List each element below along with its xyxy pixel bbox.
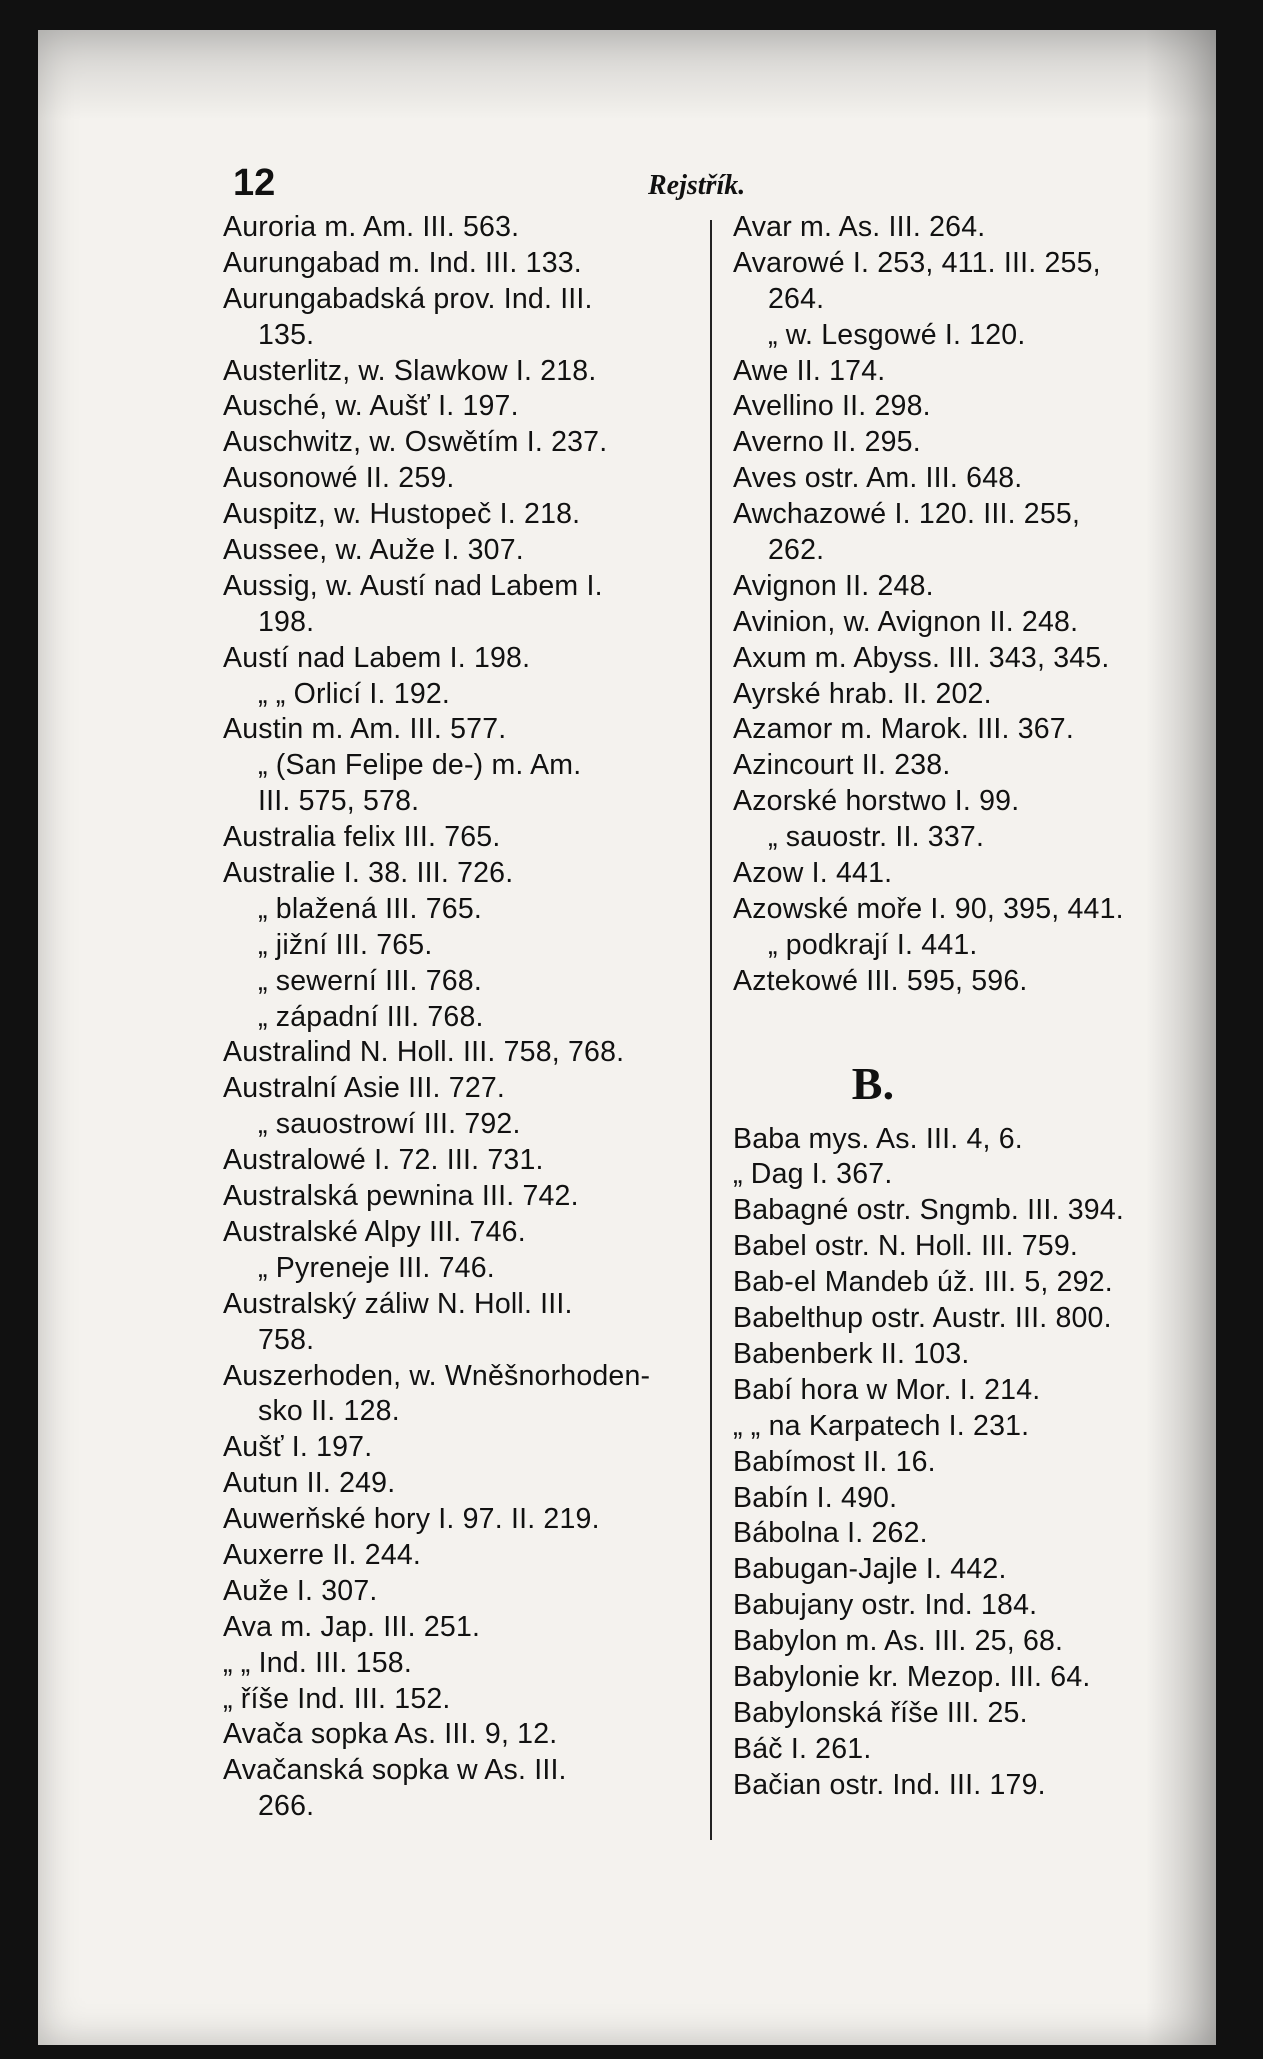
index-entry: „ Pyreneje III. 746. xyxy=(258,1251,495,1284)
index-entry: 135. xyxy=(258,318,315,351)
index-entry: Australní Asie III. 727. xyxy=(223,1072,506,1105)
index-entry: Babylonská říše III. 25. xyxy=(733,1696,1028,1729)
index-entry: 266. xyxy=(258,1790,315,1823)
index-entry: Babylon m. As. III. 25, 68. xyxy=(733,1625,1064,1658)
index-entry: Aves ostr. Am. III. 648. xyxy=(733,462,1023,495)
page-header xyxy=(38,130,1216,204)
index-entry: „ „ Orlicí I. 192. xyxy=(258,677,451,710)
index-entry: Azowské moře I. 90, 395, 441. xyxy=(733,892,1124,925)
index-entry: Avačanská sopka w As. III. xyxy=(223,1754,567,1787)
index-entry: „ Dag I. 367. xyxy=(733,1158,893,1191)
index-entry: Babugan-Jajle I. 442. xyxy=(733,1553,1007,1586)
index-entry: Avinion, w. Avignon II. 248. xyxy=(733,605,1079,638)
index-entry: 198. xyxy=(258,605,315,638)
index-entry: Babímost II. 16. xyxy=(733,1445,936,1478)
index-entry: Austí nad Labem I. 198. xyxy=(223,641,531,674)
index-entry: „ sauostr. II. 337. xyxy=(768,821,985,854)
index-entry: Austerlitz, w. Slawkow I. 218. xyxy=(223,354,597,387)
index-entry: Babí hora w Mor. I. 214. xyxy=(733,1373,1041,1406)
index-entry: Auxerre II. 244. xyxy=(223,1538,422,1571)
section-heading-b: B. xyxy=(851,1057,895,1109)
index-column-left xyxy=(223,210,743,1825)
book-page xyxy=(38,30,1216,2045)
index-entry: „ blažená III. 765. xyxy=(258,892,483,925)
index-entry: Bab-el Mandeb úž. III. 5, 292. xyxy=(733,1266,1113,1299)
column-divider xyxy=(710,220,712,1840)
index-entry: Austin m. Am. III. 577. xyxy=(223,713,507,746)
index-entry: Australia felix III. 765. xyxy=(223,821,501,854)
index-entry: 758. xyxy=(258,1323,315,1356)
index-entry: Azorské horstwo I. 99. xyxy=(733,785,1020,818)
index-entry: Auspitz, w. Hustopeč I. 218. xyxy=(223,498,581,531)
index-entry: Averno II. 295. xyxy=(733,426,921,459)
index-entry: sko II. 128. xyxy=(258,1395,400,1428)
index-entry: „ „ Ind. III. 158. xyxy=(223,1646,412,1679)
index-entry: Aussig, w. Austí nad Labem I. xyxy=(223,569,603,602)
index-entry: Babujany ostr. Ind. 184. xyxy=(733,1589,1038,1622)
index-entry: Avača sopka As. III. 9, 12. xyxy=(223,1718,558,1751)
index-entry: 264. xyxy=(768,282,825,315)
index-entry: Auže I. 307. xyxy=(223,1574,378,1607)
index-column-right xyxy=(733,210,1213,1804)
index-entry: Azow I. 441. xyxy=(733,857,893,890)
index-entry: Ava m. Jap. III. 251. xyxy=(223,1610,481,1643)
index-entry: Bábolna I. 262. xyxy=(733,1517,928,1550)
index-entry: Auroria m. Am. III. 563. xyxy=(223,211,520,243)
index-entry: Avignon II. 248. xyxy=(733,569,934,602)
index-entry: „ sauostrowí III. 792. xyxy=(258,1108,521,1141)
index-entry: Aussee, w. Auže I. 307. xyxy=(223,534,524,567)
index-entry: „ „ na Karpatech I. 231. xyxy=(733,1409,1030,1442)
index-entry: „ říše Ind. III. 152. xyxy=(223,1682,451,1715)
index-entry: Ausché, w. Aušť I. 197. xyxy=(223,390,519,423)
index-entry: Australská pewnina III. 742. xyxy=(223,1180,579,1213)
index-entry: Ausonowé II. 259. xyxy=(223,462,455,495)
index-entry: „ podkrají I. 441. xyxy=(768,928,978,961)
index-entry: Ayrské hrab. II. 202. xyxy=(733,677,992,710)
index-entry: Báč I. 261. xyxy=(733,1732,872,1765)
section-gap xyxy=(733,1000,1213,1036)
index-entry: Awe II. 174. xyxy=(733,354,886,387)
index-entry: Babagné ostr. Sngmb. III. 394. xyxy=(733,1194,1125,1227)
index-section-b xyxy=(733,1122,1213,1804)
index-entry: Azamor m. Marok. III. 367. xyxy=(733,713,1074,746)
index-entry: Baba mys. As. III. 4, 6. xyxy=(733,1122,1023,1155)
index-entry: 262. xyxy=(768,534,825,567)
index-entry: Australské Alpy III. 746. xyxy=(223,1215,526,1248)
index-entry: III. 575, 578. xyxy=(258,785,420,818)
index-entry: Autun II. 249. xyxy=(223,1467,396,1500)
index-section-a-continued xyxy=(733,210,1213,1000)
index-entry: Australind N. Holl. III. 758, 768. xyxy=(223,1036,625,1069)
index-entry: Awchazowé I. 120. III. 255, xyxy=(733,498,1081,531)
index-entry: Australie I. 38. III. 726. xyxy=(223,857,514,890)
index-entry: Aušť I. 197. xyxy=(223,1431,373,1464)
index-entry: „ w. Lesgowé I. 120. xyxy=(768,318,1026,351)
index-entry: Auschwitz, w. Oswětím I. 237. xyxy=(223,426,608,459)
page-number: 12 xyxy=(233,162,276,204)
index-entry: „ (San Felipe de-) m. Am. xyxy=(258,749,582,782)
index-entry: Aurungabadská prov. Ind. III. xyxy=(223,282,593,315)
index-entry: Avellino II. 298. xyxy=(733,390,931,423)
index-entry: Babelthup ostr. Austr. III. 800. xyxy=(733,1302,1112,1335)
index-entry: Babín I. 490. xyxy=(733,1481,898,1514)
index-entry: „ jižní III. 765. xyxy=(258,928,433,961)
index-entry: Auwerňské hory I. 97. II. 219. xyxy=(223,1503,600,1536)
index-entry: Babenberk II. 103. xyxy=(733,1337,970,1370)
page-top-shadow xyxy=(38,30,1216,120)
index-entry: Aztekowé III. 595, 596. xyxy=(733,964,1028,997)
index-entry: Avar m. As. III. 264. xyxy=(733,211,986,243)
index-entry: Babel ostr. N. Holl. III. 759. xyxy=(733,1230,1078,1263)
index-entry: „ západní III. 768. xyxy=(258,1000,484,1033)
index-entry: Australský záliw N. Holl. III. xyxy=(223,1287,573,1320)
index-entry: Avarowé I. 253, 411. III. 255, xyxy=(733,246,1101,279)
index-entry: Australowé I. 72. III. 731. xyxy=(223,1144,544,1177)
index-entry: Bačian ostr. Ind. III. 179. xyxy=(733,1768,1046,1801)
index-entry: „ sewerní III. 768. xyxy=(258,964,482,997)
index-entry: Babylonie kr. Mezop. III. 64. xyxy=(733,1660,1091,1693)
index-entry: Aurungabad m. Ind. III. 133. xyxy=(223,246,582,279)
index-entry: Axum m. Abyss. III. 343, 345. xyxy=(733,641,1110,674)
running-title: Rejstřík. xyxy=(648,170,746,201)
index-entry: Azincourt II. 238. xyxy=(733,749,951,782)
index-entry: Auszerhoden, w. Wněšnorhoden- xyxy=(223,1359,651,1392)
